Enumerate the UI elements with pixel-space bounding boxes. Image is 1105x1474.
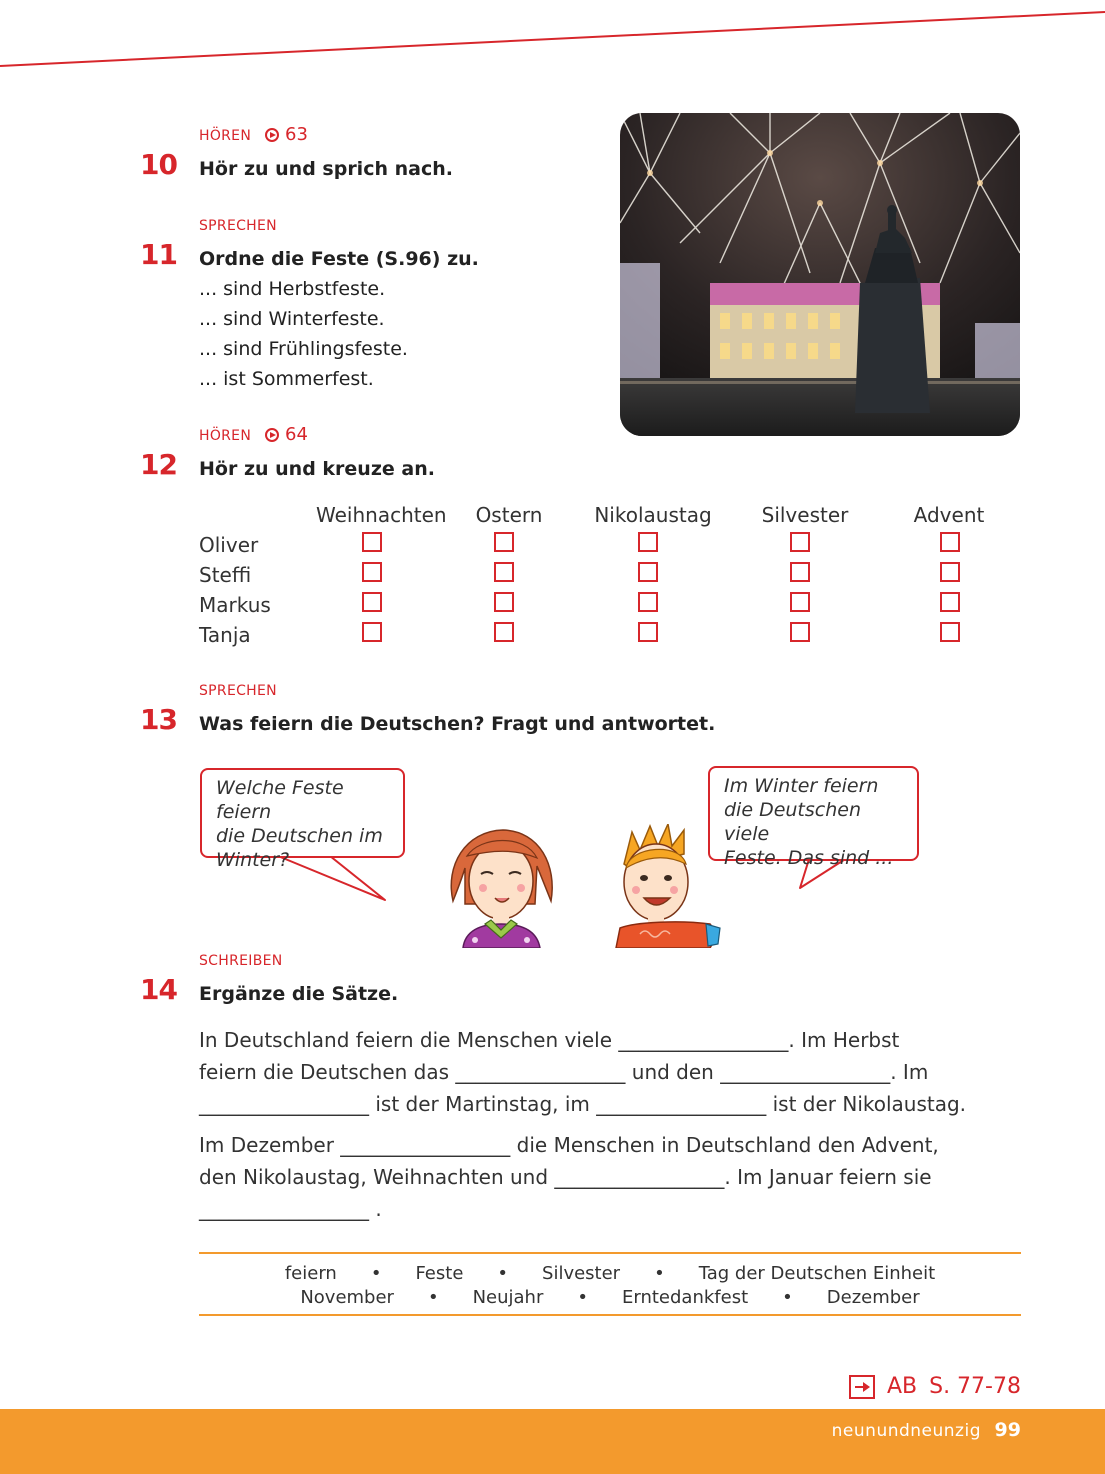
workbook-pages: S. 77-78 [929, 1374, 1021, 1399]
play-icon [265, 428, 279, 442]
word-separator: • [577, 1287, 588, 1308]
column-header-nikolaustag: Nikolaustag [594, 503, 712, 527]
word-option: November [300, 1287, 394, 1308]
play-icon [265, 128, 279, 142]
checkbox-steffi-nikolaustag[interactable] [638, 562, 658, 582]
checkbox-steffi-ostern[interactable] [494, 562, 514, 582]
word-separator: • [782, 1287, 793, 1308]
word-separator: • [654, 1263, 665, 1284]
section-12-tag: HÖREN [199, 428, 252, 444]
checkbox-steffi-advent[interactable] [940, 562, 960, 582]
speech-bubble-answer [708, 766, 919, 869]
bubble-line: Winter? [216, 849, 290, 871]
checkbox-tanja-advent[interactable] [940, 622, 960, 642]
checkbox-tanja-nikolaustag[interactable] [638, 622, 658, 642]
word-option: feiern [284, 1263, 337, 1284]
bubble-line: Im Winter feiern [724, 775, 879, 797]
section-13-task: Was feiern die Deutschen? Fragt und antwortet. [199, 713, 716, 735]
section-10-tag: HÖREN [199, 128, 252, 144]
word-separator: • [497, 1263, 509, 1284]
row-label-oliver: Oliver [199, 533, 259, 557]
gap-text-line: Im Dezember _________________ die Menschen in Deutschland den Advent, [199, 1133, 939, 1157]
row-label-markus: Markus [199, 593, 271, 617]
word-option: Feste [415, 1263, 464, 1284]
checkbox-oliver-advent[interactable] [940, 532, 960, 552]
arrow-right-icon [849, 1375, 875, 1399]
checkbox-markus-silvester[interactable] [790, 592, 810, 612]
section-11-line: ... sind Frühlingsfeste. [199, 338, 408, 360]
section-11-number: 11 [140, 238, 177, 271]
section-10-audio[interactable] [265, 124, 308, 145]
section-13-tag: SPRECHEN [199, 683, 277, 699]
section-14-task: Ergänze die Sätze. [199, 983, 399, 1005]
workbook-reference[interactable] [849, 1374, 1021, 1399]
bubble-line: die Deutschen im [216, 825, 383, 847]
workbook-label: AB [886, 1374, 918, 1399]
bubble-line: Welche Feste feiern [216, 777, 344, 823]
word-option: Tag der Deutschen Einheit [698, 1263, 936, 1284]
section-14-number: 14 [140, 973, 177, 1006]
word-option: Dezember [826, 1287, 920, 1308]
bubble-line: Feste. Das sind ... [724, 847, 894, 869]
checkbox-markus-advent[interactable] [940, 592, 960, 612]
section-11-line: ... sind Winterfeste. [199, 308, 385, 330]
checkbox-markus-weihnachten[interactable] [362, 592, 382, 612]
gap-text-line: _________________ ist der Martinstag, im _________________ ist der Nikolaustag. [199, 1092, 967, 1116]
section-11-tag: SPRECHEN [199, 218, 277, 234]
checkbox-markus-nikolaustag[interactable] [638, 592, 658, 612]
word-box-row [199, 1287, 1021, 1308]
page-number: 99 [994, 1419, 1021, 1441]
section-14-tag: SCHREIBEN [199, 953, 283, 969]
checkbox-markus-ostern[interactable] [494, 592, 514, 612]
section-11-line: ... sind Herbstfeste. [199, 278, 386, 300]
page-footer [0, 1409, 1105, 1474]
word-option: Neujahr [472, 1287, 544, 1308]
gap-text-line: _________________ . [199, 1197, 382, 1221]
speech-bubble-question [200, 768, 405, 871]
word-box [199, 1252, 1021, 1316]
gap-text-line: den Nikolaustag, Weihnachten und _________________. Im Januar feiern sie [199, 1165, 932, 1189]
section-12-number: 12 [140, 448, 177, 481]
bubble-line: die Deutschen viele [724, 799, 861, 845]
column-header-weihnachten: Weihnachten [316, 503, 447, 527]
checkbox-steffi-silvester[interactable] [790, 562, 810, 582]
word-box-row [199, 1263, 1021, 1284]
checkbox-steffi-weihnachten[interactable] [362, 562, 382, 582]
checkbox-oliver-nikolaustag[interactable] [638, 532, 658, 552]
checkbox-tanja-silvester[interactable] [790, 622, 810, 642]
page-number-word: neunundneunzig [831, 1421, 981, 1441]
checkbox-oliver-weihnachten[interactable] [362, 532, 382, 552]
header-decor-line [0, 0, 1105, 80]
section-13-number: 13 [140, 703, 177, 736]
column-header-silvester: Silvester [761, 503, 849, 527]
fireworks-photo [620, 113, 1020, 436]
gap-text-line: feiern die Deutschen das _________________ und den _________________. Im [199, 1060, 929, 1084]
audio-track-number: 63 [285, 124, 308, 145]
word-option: Erntedankfest [622, 1287, 749, 1308]
section-12-audio[interactable] [265, 424, 308, 445]
word-separator: • [370, 1263, 382, 1284]
girl-illustration [445, 826, 560, 948]
section-11-line: ... ist Sommerfest. [199, 368, 374, 390]
row-label-tanja: Tanja [199, 623, 251, 647]
checkbox-oliver-ostern[interactable] [494, 532, 514, 552]
word-option: Silvester [542, 1263, 621, 1284]
audio-track-number: 64 [285, 424, 308, 445]
word-separator: • [427, 1287, 439, 1308]
section-10-task: Hör zu und sprich nach. [199, 158, 453, 180]
checkbox-oliver-silvester[interactable] [790, 532, 810, 552]
section-10-number: 10 [140, 148, 177, 181]
column-header-advent: Advent [913, 503, 985, 527]
boy-illustration [610, 824, 722, 948]
gap-text-line: In Deutschland feiern die Menschen viele _________________. Im Herbst [199, 1028, 900, 1052]
section-12-task: Hör zu und kreuze an. [199, 458, 435, 480]
checkbox-tanja-ostern[interactable] [494, 622, 514, 642]
column-header-ostern: Ostern [475, 503, 543, 527]
section-11-task: Ordne die Feste (S.96) zu. [199, 248, 479, 270]
row-label-steffi: Steffi [199, 563, 252, 587]
checkbox-tanja-weihnachten[interactable] [362, 622, 382, 642]
